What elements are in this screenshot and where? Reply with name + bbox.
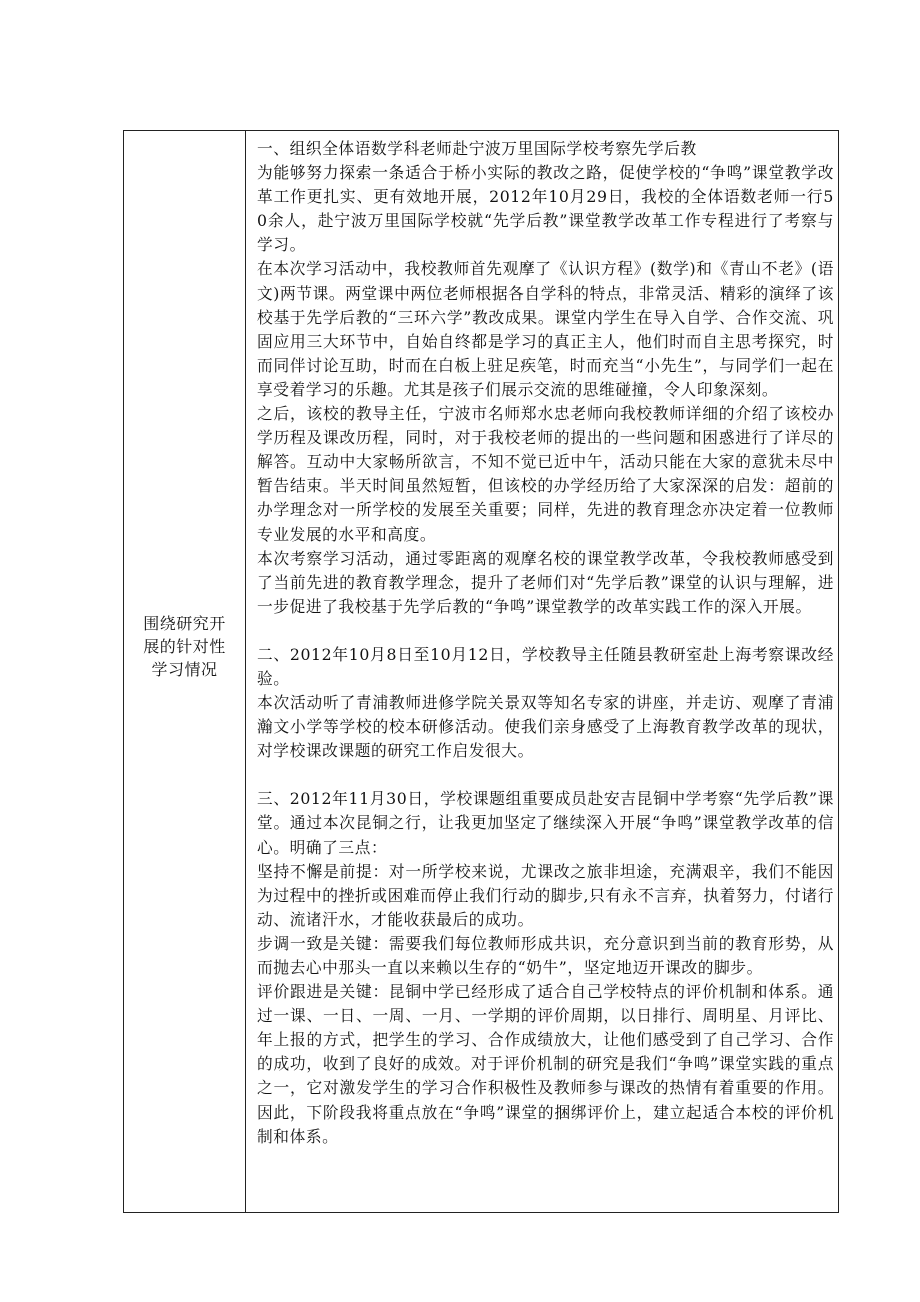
paragraph: 为能够努力探索一条适合于桥小实际的教改之路，促使学校的“争鸣”课堂教学改革工作更扎实、更有效地开展，2012年10月29日，我校的全体语数老师一行50余人，赴宁波万里国际学校就“先学后教”课堂教学改革工作专程进行了考察与学习。 bbox=[257, 163, 834, 255]
paragraph: 步调一致是关键：需要我们每位教师形成共识，充分意识到当前的教育形势，从而抛去心中那头一直以来赖以生存的“奶牛”，坚定地迈开课改的脚步。 bbox=[257, 933, 834, 977]
content-cell bbox=[246, 131, 838, 1212]
paragraph: 本次活动听了青浦教师进修学院关景双等知名专家的讲座，并走访、观摩了青浦瀚文小学等学校的校本研修活动。使我们亲身感受了上海教育教学改革的现状，对学校课改课题的研究工作启发很大。 bbox=[257, 693, 834, 761]
section-three-heading: 三、2012年11月30日，学校课题组重要成员赴安吉昆铜中学考察“先学后教”课堂。通过本次昆铜之行，让我更加坚定了继续深入开展“争鸣”课堂教学改革的信心。明确了三点： bbox=[257, 789, 834, 857]
paragraph: 之后，该校的教导主任，宁波市名师郑水忠老师向我校教师详细的介绍了该校办学历程及课改历程，同时，对于我校老师的提出的一些问题和困惑进行了详尽的解答。互动中大家畅所欲言，不知不觉已近中午，活动只能在大家的意犹未尽中暂告结束。半天时间虽然短暂，但该校的办学经历给了大家深深的启发：超前的办学理念对一所学校的发展至关重要；同样，先进的教育理念亦决定着一位教师专业发展的水平和高度。 bbox=[257, 404, 834, 544]
row-label: 围绕研究开展的针对性学习情况 bbox=[143, 614, 226, 679]
paragraph: 评价跟进是关键：昆铜中学已经形成了适合自己学校特点的评价机制和体系。通过一课、一日、一周、一月、一学期的评价周期，以日排行、周明星、月评比、年上报的方式，把学生的学习、合作成绩放大，让他们感受到了自己学习、合作的成功，收到了良好的成效。对于评价机制的研究是我们“争鸣”课堂实践的重点之一，它对激发学生的学习合作积极性及教师参与课改的热情有着重要的作用。因此，下阶段我将重点放在“争鸣”课堂的捆绑评价上，建立起适合本校的评价机制和体系。 bbox=[257, 982, 834, 1146]
label-cell bbox=[124, 131, 246, 1212]
paragraph: 在本次学习活动中，我校教师首先观摩了《认识方程》(数学)和《青山不老》(语文)两节课。两堂课中两位老师根据各自学科的特点，非常灵活、精彩的演绎了该校基于先学后教的“三环六学”教改成果。课堂内学生在导入自学、合作交流、巩固应用三大环节中，自始自终都是学习的真正主人，他们时而自主思考探究，时而同伴讨论互助，时而在白板上驻足疾笔，时而充当“小先生”，与同学们一起在享受着学习的乐趣。尤其是孩子们展示交流的思维碰撞，令人印象深刻。 bbox=[257, 259, 834, 399]
blank-line bbox=[257, 763, 834, 787]
section-one-heading: 一、组织全体语数学科老师赴宁波万里国际学校考察先学后教 bbox=[257, 139, 697, 158]
paragraph: 本次考察学习活动，通过零距离的观摩名校的课堂教学改革，令我校教师感受到了当前先进的教育教学理念，提升了老师们对“先学后教”课堂的认识与理解，进一步促进了我校基于先学后教的“争鸣”课堂教学的改革实践工作的深入开展。 bbox=[257, 548, 834, 616]
section-two-heading: 二、2012年10月8日至10月12日，学校教导主任随县教研室赴上海考察课改经验。 bbox=[257, 644, 834, 688]
blank-line bbox=[257, 619, 834, 643]
paragraph: 坚持不懈是前提：对一所学校来说，尤课改之旅非坦途，充满艰辛，我们不能因为过程中的挫折或困难而停止我们行动的脚步,只有永不言弃，执着努力，付诸行动、流诸汗水，才能收获最后的成功。 bbox=[257, 861, 834, 929]
document-table bbox=[123, 130, 839, 1213]
